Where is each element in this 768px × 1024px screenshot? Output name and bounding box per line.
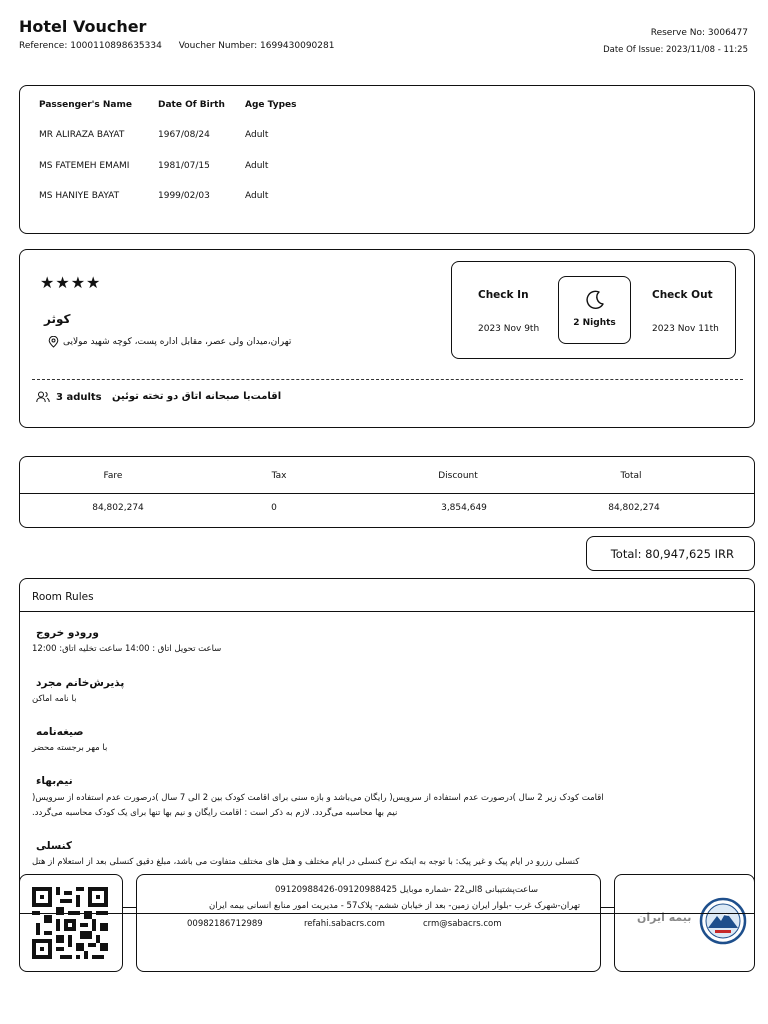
- passenger-dob: 1981/07/15: [158, 161, 210, 171]
- rule-heading: ورودو خروج: [36, 627, 99, 639]
- grand-total-box: [586, 536, 755, 571]
- room-type: اقامت‌با صبحانه اتاق دو تخته توئین: [112, 391, 282, 402]
- contact-box: [136, 874, 601, 972]
- fare-divider: [20, 493, 754, 494]
- rule-text: با مهر برجسته محضر: [32, 743, 108, 753]
- passenger-name-header: Passenger's Name: [39, 100, 132, 110]
- passenger-name: MS FATEMEH EMAMI: [39, 161, 130, 171]
- dashed-divider: [32, 379, 743, 380]
- reserve-number: Reserve No: 3006477: [650, 28, 748, 38]
- page-title: Hotel Voucher: [19, 17, 147, 36]
- hotel-stars: ★★★★: [40, 273, 102, 292]
- rule-text: نیم بها محاسبه می‌گردد. لازم به ذکر است : اقامت رایگان و نیم بها تنها برای یک کودک محاسبه می‌گردد.: [32, 808, 398, 818]
- support-hours: ساعت‌پشتیبانی 8الی22 -شماره موبایل 09120988425-09120988426: [275, 885, 538, 895]
- rule-heading: کنسلی: [36, 840, 72, 852]
- rule-text: با نامه اماکن: [32, 694, 77, 704]
- stay-dates-box: [451, 261, 736, 359]
- rule-text: اقامت کودک زیر 2 سال )درصورت عدم استفاده از سرویس( رایگان می‌باشد و بازه سنی برای اقامت کودک بین 2 الی 7 سال )درصورت عدم استفاده از سرویس(: [32, 793, 604, 803]
- passenger-dob: 1999/02/03: [158, 191, 210, 201]
- location-icon: [48, 336, 59, 348]
- dob-header: Date Of Birth: [158, 100, 225, 110]
- total-value: 84,802,274: [608, 503, 660, 513]
- rule-text: کنسلی رزرو در ایام پیک و غیر پیک: با توجه به اینکه نرخ کنسلی در ایام مختلف و هتل های مختلف متفاوت می باشد، مبلغ دقیق کنسلی بعد از استعلام از هتل: [32, 857, 580, 867]
- grand-total: Total: 80,947,625 IRR: [610, 547, 734, 561]
- voucher-number: Voucher Number: 1699430090281: [178, 41, 335, 51]
- rule-heading: پذیرش‌خانم مجرد: [36, 677, 125, 689]
- total-header: Total: [620, 471, 642, 481]
- fare-header: Fare: [103, 471, 123, 481]
- passengers-card: [19, 85, 755, 234]
- qr-code-icon: [32, 887, 108, 959]
- hotel-address: [48, 336, 291, 348]
- age-type-header: Age Types: [245, 100, 297, 110]
- company-address: تهران-شهرک غرب -بلوار ایران زمین- بعد از خیابان ششم- پلاک57 - مدیریت امور منابع انسانی بیمه ایران: [209, 901, 581, 911]
- check-out-date: 2023 Nov 11th: [652, 324, 719, 334]
- passenger-name: MS HANIYE BAYAT: [39, 191, 120, 201]
- passenger-age-type: Adult: [245, 130, 269, 140]
- hotel-card: [19, 249, 755, 428]
- hotel-name: کوثر: [44, 312, 71, 326]
- rule-heading: نیم‌بهاء: [36, 775, 73, 787]
- tax-value: 0: [271, 503, 277, 513]
- room-rules-divider: [20, 611, 754, 612]
- reference-line: [19, 41, 348, 51]
- guests-count: [36, 391, 102, 403]
- nights-box: [558, 276, 631, 344]
- rule-text: ساعت تحویل اتاق : 14:00 ساعت تخلیه اتاق: 12:00: [32, 644, 222, 654]
- check-in-label: Check In: [478, 289, 529, 301]
- nights-count: 2 Nights: [573, 318, 616, 328]
- company-logo-text: بیمه ایران: [637, 911, 692, 924]
- reference-number: Reference: 1000110898635334: [19, 41, 162, 51]
- passenger-age-type: Adult: [245, 191, 269, 201]
- footer-rule: [19, 913, 755, 914]
- insurance-emblem-icon: [699, 897, 747, 945]
- check-out-label: Check Out: [652, 289, 713, 301]
- fare-value: 84,802,274: [92, 503, 144, 513]
- moon-icon: [584, 289, 606, 311]
- rule-heading: صیغه‌نامه: [36, 726, 84, 738]
- logo-box: [614, 874, 755, 972]
- passenger-age-type: Adult: [245, 161, 269, 171]
- website-link[interactable]: refahi.sabacrs.com: [304, 919, 385, 929]
- hotel-address-text: تهران،میدان ولی عصر، مقابل اداره پست، کوچه شهید مولایی: [63, 337, 292, 347]
- users-icon: [36, 391, 50, 403]
- phone-number: 00982186712989: [187, 919, 263, 929]
- room-rules-card: [19, 578, 755, 908]
- discount-value: 3,854,649: [441, 503, 487, 513]
- fare-table: [19, 456, 755, 528]
- email-link[interactable]: crm@sabacrs.com: [423, 919, 502, 929]
- date-of-issue: Date Of Issue: 2023/11/08 - 11:25: [603, 45, 748, 55]
- passenger-dob: 1967/08/24: [158, 130, 210, 140]
- check-in-date: 2023 Nov 9th: [478, 324, 540, 334]
- guests-count-text: 3 adults: [56, 391, 102, 403]
- tax-header: Tax: [271, 471, 287, 481]
- room-rules-title: Room Rules: [32, 591, 94, 603]
- passenger-name: MR ALIRAZA BAYAT: [39, 130, 125, 140]
- discount-header: Discount: [438, 471, 478, 481]
- qr-code-box: [19, 874, 123, 972]
